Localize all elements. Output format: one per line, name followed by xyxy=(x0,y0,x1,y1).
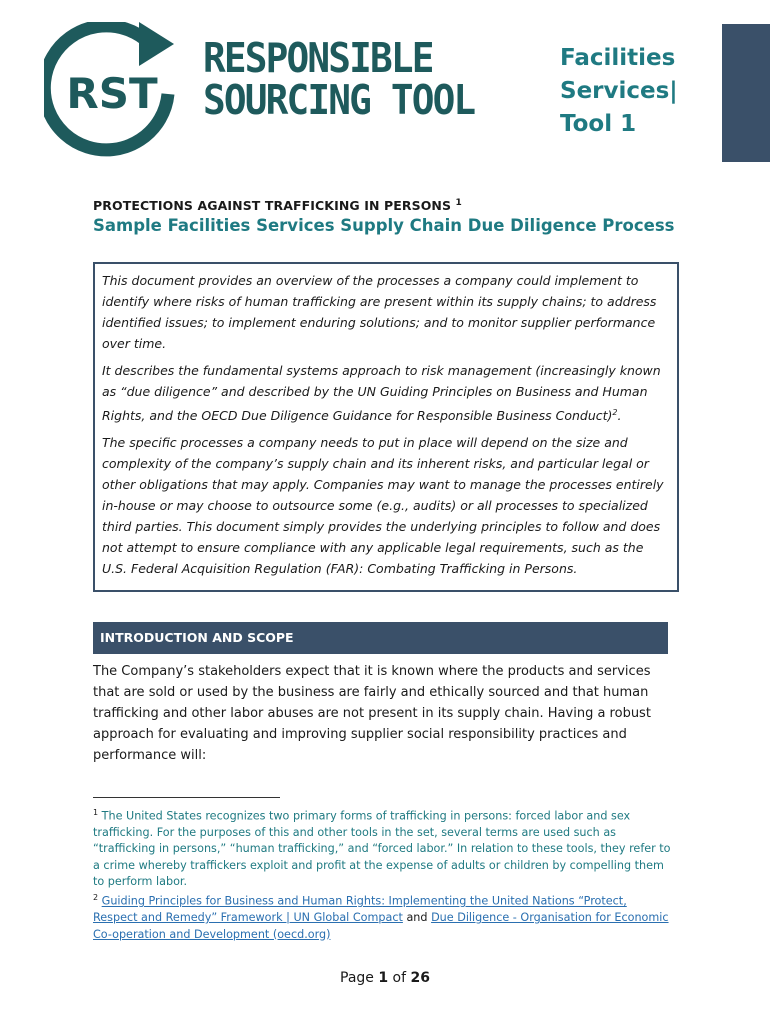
category-line-1: Facilities xyxy=(560,45,676,71)
footnote-1-text: The United States recognizes two primary forms of trafficking in persons: forced labor and sex trafficking. For the purposes of this and other tools in the set, several terms are used such as “trafficking in persons,” “human trafficking,” and “forced labor.” In relation to these tools, they refer to a crime whereby traffickers exploit and profit at the expense of adults or children by compelling them to perform labor. xyxy=(93,809,671,888)
page-label: Page xyxy=(340,970,379,986)
oecd-due-diligence-link[interactable]: Due Diligence - Organisation for Economic Co-operation and Development (oecd.org) xyxy=(93,911,669,941)
heading-text: PROTECTIONS AGAINST TRAFFICKING IN PERSONS xyxy=(93,198,452,214)
intro-paragraph-2 xyxy=(102,360,670,426)
intro-box xyxy=(93,262,679,592)
footnotes xyxy=(93,805,673,943)
category-line-3: Tool 1 xyxy=(560,111,637,137)
intro-paragraph-2-end: . xyxy=(617,408,622,424)
footnote-2-and: and xyxy=(402,911,432,925)
brand-line-1: RESPONSIBLE xyxy=(203,34,433,82)
section-body: The Company’s stakeholders expect that it is known where the products and services that are sold or used by the business are fairly and ethically sourced and that human trafficking and other labor abuses are not present in its supply chain. Having a robust approach for evaluating and improving supplier social responsibility practices and performance will: xyxy=(93,664,651,763)
page-current: 1 xyxy=(378,970,389,986)
tool-category xyxy=(560,42,678,141)
footnote-2 xyxy=(93,890,673,943)
footnote-ref-1[interactable]: 1 xyxy=(455,198,462,208)
rst-logo xyxy=(44,22,194,162)
document-subtitle: Sample Facilities Services Supply Chain Due Diligence Process xyxy=(93,216,675,235)
footnote-ref-2[interactable]: 2 xyxy=(612,408,618,417)
intro-paragraph-3: The specific processes a company needs to put in place will depend on the size and complexity of the company’s supply chain and its inherent risks, and particular legal or other obligations that may apply. Companies may want to manage the processes entirely in-house or may choose to outsource some (e.g., audits) or all processes to specialized third parties. This document simply provides the underlying principles to follow and does not attempt to ensure compliance with any applicable legal requirements, such as the U.S. Federal Acquisition Regulation (FAR): Combating Trafficking in Persons. xyxy=(102,435,664,577)
footnote-1 xyxy=(93,805,673,890)
page-total: 26 xyxy=(410,970,430,986)
un-global-compact-link[interactable]: Guiding Principles for Business and Human Rights: Implementing the United Nations “Protect, Respect and Remedy” Framework | UN Global Compact xyxy=(93,894,627,925)
logo-text: RST xyxy=(66,69,158,118)
page-number xyxy=(0,970,770,986)
footnote-2-number: 2 xyxy=(93,893,99,903)
footnote-1-number: 1 xyxy=(93,808,99,817)
header-accent-bar xyxy=(722,24,770,162)
intro-paragraph-1: This document provides an overview of the processes a company could implement to identify where risks of human trafficking are present within its supply chains; to address identified issues; to implement enduring solutions; and to monitor supplier performance over time. xyxy=(102,273,657,351)
document-heading xyxy=(93,198,462,213)
page-of: of xyxy=(388,970,411,986)
brand-line-2: SOURCING TOOL xyxy=(203,75,475,124)
footnote-divider xyxy=(93,797,280,798)
category-line-2: Services| xyxy=(560,78,678,104)
brand-name xyxy=(203,34,498,124)
section-heading: INTRODUCTION AND SCOPE xyxy=(93,622,668,654)
intro-paragraph-2-text: It describes the fundamental systems approach to risk management (increasingly known as “due diligence” and described by the UN Guiding Principles on Business and Human Rights, and the OECD Due Diligence Guidance for Responsible Business Conduct) xyxy=(102,363,661,424)
